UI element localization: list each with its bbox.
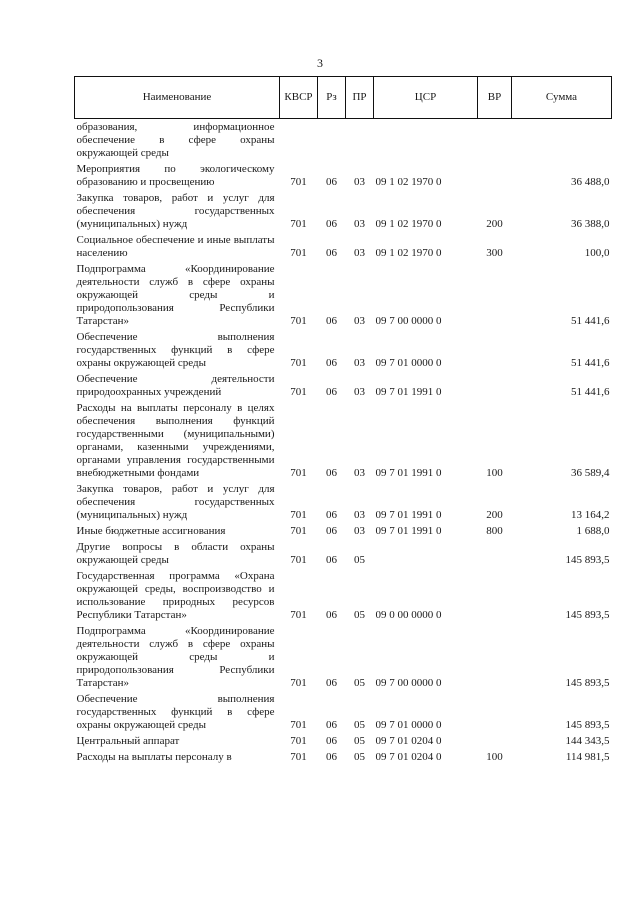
row-name: Подпрограмма «Координирование деятельности служб в сфере охраны окружающей среды и природопользования Республики Татарстан» (76, 625, 275, 689)
row-vr: 200 (486, 218, 503, 230)
row-vr (478, 568, 512, 623)
table-row (75, 119, 612, 162)
row-vr (478, 261, 512, 329)
row-sum: 36 589,4 (571, 467, 610, 479)
row-name: Подпрограмма «Координирование деятельности служб в сфере охраны окружающей среды и природопользования Республики Татарстан» (76, 263, 275, 327)
table-row (75, 232, 612, 261)
header-kvsr: КВСР (280, 77, 318, 119)
row-rz: 06 (326, 176, 337, 188)
row-rz: 06 (326, 467, 337, 479)
row-name: Обеспечение деятельности природоохранных учреждений (76, 373, 275, 398)
row-name: Расходы на выплаты персоналу в (76, 751, 232, 763)
row-sum: 51 441,6 (571, 357, 610, 369)
row-sum: 145 893,5 (565, 609, 610, 621)
row-rz: 06 (326, 609, 337, 621)
row-name: Другие вопросы в области охраны окружающей среды (76, 541, 275, 566)
row-pr: 05 (354, 735, 365, 747)
row-vr: 300 (486, 247, 503, 259)
row-csr: 09 1 02 1970 0 (375, 218, 442, 230)
table-row (75, 190, 612, 232)
row-kvsr: 701 (290, 554, 307, 566)
row-vr: 100 (486, 467, 503, 479)
row-name: Мероприятия по экологическому образованию и просвещению (76, 163, 275, 188)
row-name: Иные бюджетные ассигнования (76, 525, 226, 537)
row-kvsr: 701 (290, 609, 307, 621)
row-kvsr: 701 (290, 509, 307, 521)
row-pr: 05 (354, 677, 365, 689)
row-sum: 145 893,5 (565, 719, 610, 731)
row-csr: 09 7 00 0000 0 (375, 677, 442, 689)
row-csr: 09 1 02 1970 0 (375, 176, 442, 188)
row-pr: 03 (354, 247, 365, 259)
row-vr (478, 733, 512, 749)
row-pr: 03 (354, 315, 365, 327)
row-sum (512, 119, 612, 162)
row-sum: 145 893,5 (565, 677, 610, 689)
table-row (75, 539, 612, 568)
row-kvsr: 701 (290, 525, 307, 537)
row-kvsr: 701 (290, 247, 307, 259)
row-vr (478, 539, 512, 568)
row-name: Центральный аппарат (76, 735, 180, 747)
header-pr: ПР (346, 77, 374, 119)
row-pr: 03 (354, 509, 365, 521)
page-number: 3 (317, 56, 323, 70)
row-rz: 06 (326, 735, 337, 747)
row-rz: 06 (326, 357, 337, 369)
table-row (75, 481, 612, 523)
row-sum: 1 688,0 (576, 525, 610, 537)
row-vr (478, 119, 512, 162)
table-row (75, 329, 612, 371)
row-pr: 03 (354, 386, 365, 398)
row-pr: 05 (354, 719, 365, 731)
row-kvsr: 701 (290, 315, 307, 327)
row-sum: 51 441,6 (571, 315, 610, 327)
row-csr: 09 7 01 0204 0 (375, 735, 442, 747)
table-row (75, 733, 612, 749)
table-row (75, 749, 612, 765)
row-pr: 05 (354, 751, 365, 763)
table-row (75, 568, 612, 623)
row-kvsr: 701 (290, 719, 307, 731)
table-body (75, 119, 612, 766)
row-csr: 09 0 00 0000 0 (375, 609, 442, 621)
row-vr (478, 691, 512, 733)
row-name: Расходы на выплаты персоналу в целях обеспечения выполнения функций государственными (муниципальными) органами, казенными учреждениями, органами управления государственными внебюджетными фондами (76, 402, 275, 479)
row-rz: 06 (326, 554, 337, 566)
row-vr (478, 161, 512, 190)
row-kvsr: 701 (290, 677, 307, 689)
row-csr: 09 7 00 0000 0 (375, 315, 442, 327)
header-sum: Сумма (512, 77, 612, 119)
table-row (75, 623, 612, 691)
row-csr (374, 539, 478, 568)
row-pr: 03 (354, 357, 365, 369)
row-kvsr: 701 (290, 467, 307, 479)
row-vr: 800 (486, 525, 503, 537)
row-name: Закупка товаров, работ и услуг для обеспечения государственных (муниципальных) нужд (76, 483, 275, 521)
row-pr: 03 (354, 176, 365, 188)
row-rz: 06 (326, 509, 337, 521)
row-csr: 09 1 02 1970 0 (375, 247, 442, 259)
row-vr: 200 (486, 509, 503, 521)
row-name: Социальное обеспечение и иные выплаты населению (76, 234, 275, 259)
row-pr: 03 (354, 525, 365, 537)
row-kvsr: 701 (290, 357, 307, 369)
header-rz: Рз (318, 77, 346, 119)
row-vr (478, 623, 512, 691)
row-sum: 51 441,6 (571, 386, 610, 398)
row-kvsr: 701 (290, 176, 307, 188)
row-rz: 06 (326, 751, 337, 763)
table-row (75, 371, 612, 400)
row-rz: 06 (326, 677, 337, 689)
table-row (75, 161, 612, 190)
row-name: Закупка товаров, работ и услуг для обеспечения государственных (муниципальных) нужд (76, 192, 275, 230)
row-sum: 114 981,5 (565, 751, 610, 763)
table-header-row (75, 77, 612, 119)
header-name: Наименование (75, 77, 280, 119)
row-sum: 100,0 (584, 247, 610, 259)
table-row (75, 261, 612, 329)
row-rz: 06 (326, 218, 337, 230)
row-rz: 06 (326, 247, 337, 259)
row-rz: 06 (326, 315, 337, 327)
row-sum: 144 343,5 (565, 735, 610, 747)
row-csr (374, 119, 478, 162)
budget-table (74, 76, 612, 765)
table-row (75, 400, 612, 481)
row-rz: 06 (326, 525, 337, 537)
row-vr: 100 (486, 751, 503, 763)
row-csr: 09 7 01 1991 0 (375, 467, 442, 479)
row-rz: 06 (326, 719, 337, 731)
row-pr: 05 (354, 554, 365, 566)
row-csr: 09 7 01 1991 0 (375, 525, 442, 537)
table-row (75, 523, 612, 539)
row-kvsr: 701 (290, 218, 307, 230)
row-kvsr (280, 119, 318, 162)
row-kvsr: 701 (290, 751, 307, 763)
header-vr: ВР (478, 77, 512, 119)
header-csr: ЦСР (374, 77, 478, 119)
row-rz (318, 119, 346, 162)
row-csr: 09 7 01 0000 0 (375, 719, 442, 731)
row-name: Обеспечение выполнения государственных функций в сфере охраны окружающей среды (76, 693, 275, 731)
row-pr (346, 119, 374, 162)
table-row (75, 691, 612, 733)
row-sum: 13 164,2 (571, 509, 610, 521)
row-csr: 09 7 01 1991 0 (375, 386, 442, 398)
row-vr (478, 371, 512, 400)
row-sum: 145 893,5 (565, 554, 610, 566)
row-name: Обеспечение выполнения государственных функций в сфере охраны окружающей среды (76, 331, 275, 369)
row-name: образования, информационное обеспечение в сфере охраны окружающей среды (76, 121, 275, 159)
row-rz: 06 (326, 386, 337, 398)
row-pr: 05 (354, 609, 365, 621)
row-csr: 09 7 01 0000 0 (375, 357, 442, 369)
row-name: Государственная программа «Охрана окружающей среды, воспроизводство и использование природных ресурсов Республики Татарстан» (76, 570, 275, 621)
row-sum: 36 388,0 (571, 218, 610, 230)
row-pr: 03 (354, 218, 365, 230)
row-csr: 09 7 01 0204 0 (375, 751, 442, 763)
row-pr: 03 (354, 467, 365, 479)
row-csr: 09 7 01 1991 0 (375, 509, 442, 521)
row-sum: 36 488,0 (571, 176, 610, 188)
row-kvsr: 701 (290, 735, 307, 747)
row-vr (478, 329, 512, 371)
row-kvsr: 701 (290, 386, 307, 398)
